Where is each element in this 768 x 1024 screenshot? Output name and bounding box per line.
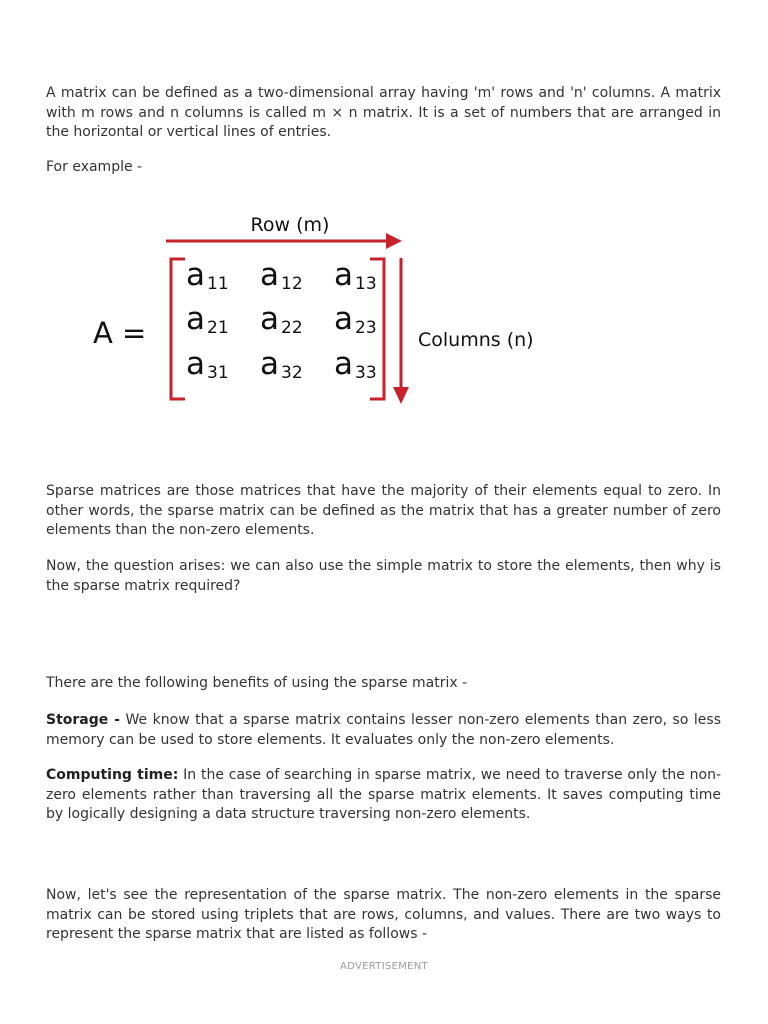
matrix-entry-21: a 21: [186, 301, 229, 338]
benefit-computing-time: [46, 766, 721, 825]
example-label: For example -: [46, 159, 143, 175]
intro-paragraph: A matrix can be defined as a two-dimensional array having 'm' rows and 'n' columns. A matrix with m rows and n columns is called m × n matrix. It is a set of numbers that are arranged in the horizontal or vertical lines of entries.: [46, 85, 721, 140]
left-bracket: [171, 259, 185, 399]
matrix-entry-32: a 32: [260, 346, 303, 383]
advertisement-label: ADVERTISEMENT: [340, 961, 428, 972]
sparse-definition-paragraph: Sparse matrices are those matrices that have the majority of their elements equal to zero. In other words, the sparse matrix can be defined as the matrix that has a greater number of zero elements than the non-zero elements.: [46, 483, 721, 538]
matrix-name: A =: [93, 316, 147, 350]
matrix-entry-22: a 22: [260, 301, 303, 338]
benefit-computing-time-text: In the case of searching in sparse matrix, we need to traverse only the non-zero elements rather than traversing all the sparse matrix elements. It saves computing time by logically designing a data structure traversing non-zero elements.: [46, 767, 722, 822]
benefit-storage-text: We know that a sparse matrix contains lesser non-zero elements than zero, so less memory can be used to store elements. It evaluates only the non-zero elements.: [46, 712, 722, 748]
matrix-entry-12: a 12: [260, 257, 303, 294]
matrix-entry-33: a 33: [334, 346, 377, 383]
matrix-diagram: [0, 195, 768, 410]
matrix-entries: [186, 257, 377, 383]
column-arrow: [393, 258, 409, 404]
matrix-entry-11: a 11: [186, 257, 229, 294]
row-label: Row (m): [250, 214, 330, 236]
question-paragraph: Now, the question arises: we can also use the simple matrix to store the elements, then why is the sparse matrix required?: [46, 558, 721, 594]
matrix-entry-13: a 13: [334, 257, 377, 294]
matrix-entry-31: a 31: [186, 346, 229, 383]
representation-paragraph: Now, let's see the representation of the sparse matrix. The non-zero elements in the sparse matrix can be stored using triplets that are rows, columns, and values. There are two ways to represent the sparse matrix that are listed as follows -: [46, 887, 721, 942]
benefit-storage: [46, 711, 721, 750]
benefit-storage-title: Storage -: [46, 712, 120, 728]
benefits-intro: There are the following benefits of using the sparse matrix -: [46, 675, 468, 691]
benefit-computing-time-title: Computing time:: [46, 767, 179, 783]
matrix-entry-23: a 23: [334, 301, 377, 338]
column-label: Columns (n): [418, 329, 534, 351]
